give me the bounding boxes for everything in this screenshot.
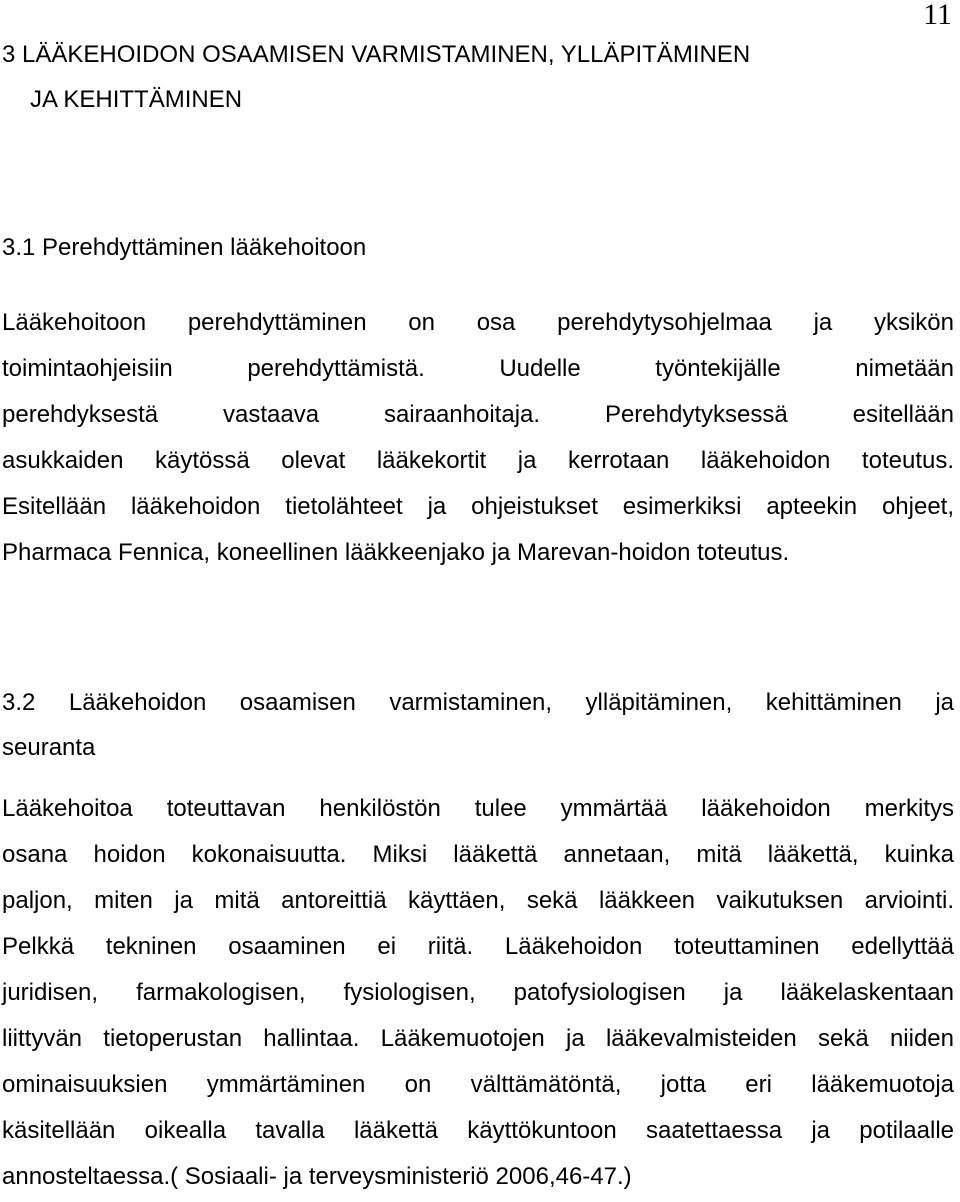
paragraph-line: asukkaiden käytössä olevat lääkekortit ja kerrotaan lääkehoidon toteutus. <box>2 447 954 474</box>
paragraph-line: liittyvän tietoperustan hallintaa. Lääkemuotojen ja lääkevalmisteiden sekä niiden <box>2 1025 954 1052</box>
chapter-heading-line-1: 3 LÄÄKEHOIDON OSAAMISEN VARMISTAMINEN, YLLÄPITÄMINEN <box>2 41 751 68</box>
paragraph-line: Lääkehoitoa toteuttavan henkilöstön tulee ymmärtää lääkehoidon merkitys <box>2 795 954 822</box>
paragraph-line: juridisen, farmakologisen, fysiologisen, patofysiologisen ja lääkelaskentaan <box>2 979 954 1006</box>
page-number: 11 <box>923 0 952 31</box>
paragraph-line: Pharmaca Fennica, koneellinen lääkkeenjako ja Marevan-hoidon toteutus. <box>2 539 790 566</box>
paragraph-line: osana hoidon kokonaisuutta. Miksi lääkettä annetaan, mitä lääkettä, kuinka <box>2 841 954 868</box>
paragraph-line: käsitellään oikealla tavalla lääkettä käyttökuntoon saatettaessa ja potilaalle <box>2 1117 954 1144</box>
paragraph-line: annosteltaessa.( Sosiaali- ja terveysministeriö 2006,46-47.) <box>2 1163 632 1190</box>
section-3-2-title <box>2 680 954 770</box>
section-3-1-paragraph <box>2 300 954 576</box>
chapter-heading <box>2 32 822 122</box>
paragraph-line: Pelkkä tekninen osaaminen ei riitä. Lääkehoidon toteuttaminen edellyttää <box>2 933 954 960</box>
paragraph-line: paljon, miten ja mitä antoreittiä käyttäen, sekä lääkkeen vaikutuksen arviointi. <box>2 887 954 914</box>
paragraph-line: Esitellään lääkehoidon tietolähteet ja ohjeistukset esimerkiksi apteekin ohjeet, <box>2 493 954 520</box>
section-3-2-title-line-1: 3.2 Lääkehoidon osaamisen varmistaminen, ylläpitäminen, kehittäminen ja <box>2 689 954 716</box>
section-3-2-title-line-2: seuranta <box>2 734 96 761</box>
paragraph-line: toimintaohjeisiin perehdyttämistä. Uudelle työntekijälle nimetään <box>2 355 954 382</box>
paragraph-line: ominaisuuksien ymmärtäminen on välttämätöntä, jotta eri lääkemuotoja <box>2 1071 954 1098</box>
chapter-heading-line-2: JA KEHITTÄMINEN <box>30 86 243 113</box>
section-3-1-title: 3.1 Perehdyttäminen lääkehoitoon <box>2 234 367 261</box>
section-3-2-paragraph <box>2 786 954 1200</box>
paragraph-line: Lääkehoitoon perehdyttäminen on osa perehdytysohjelmaa ja yksikön <box>2 309 954 336</box>
paragraph-line: perehdyksestä vastaava sairaanhoitaja. Perehdytyksessä esitellään <box>2 401 954 428</box>
